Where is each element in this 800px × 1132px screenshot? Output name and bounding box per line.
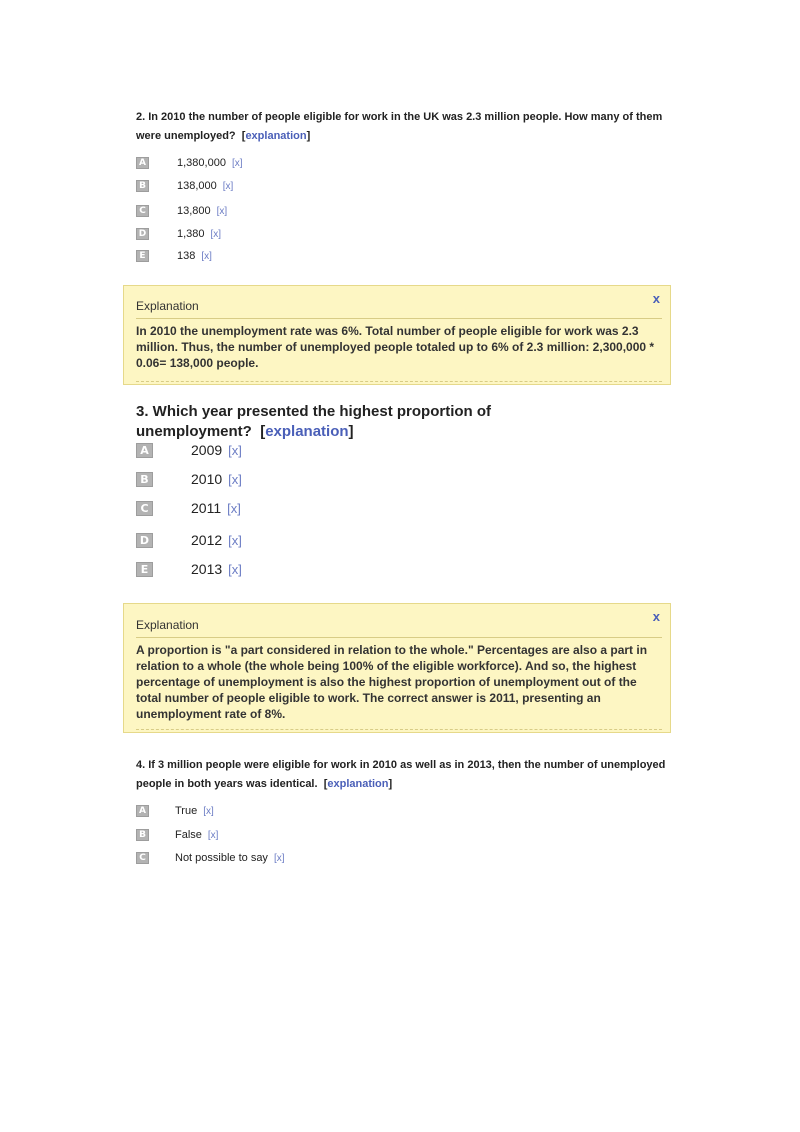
- eliminate-option-button[interactable]: [x]: [216, 205, 228, 217]
- eliminate-option-button[interactable]: [x]: [228, 471, 242, 487]
- option-letter-badge: B: [136, 829, 149, 841]
- question-4: [136, 756, 676, 864]
- option-label: Not possible to say: [175, 852, 268, 864]
- option-letter-badge: D: [136, 228, 149, 240]
- option-letter-badge: A: [136, 157, 149, 169]
- eliminate-option-button[interactable]: [x]: [273, 852, 285, 864]
- eliminate-option-button[interactable]: [x]: [228, 442, 242, 458]
- eliminate-option-button[interactable]: [x]: [222, 180, 234, 192]
- question-3-text: 3. Which year presented the highest proportion of unemployment? [explanation]: [136, 403, 492, 440]
- explanation-box-q3: [123, 603, 671, 733]
- option-q4-b[interactable]: [136, 829, 218, 841]
- option-label: 2013: [191, 561, 223, 577]
- option-letter-badge: E: [136, 250, 149, 262]
- explanation-box-q2: [123, 285, 671, 385]
- close-explanation-button[interactable]: x: [652, 291, 660, 306]
- eliminate-option-button[interactable]: [x]: [210, 228, 222, 240]
- explanation-divider: [136, 318, 662, 319]
- option-label: False: [175, 829, 202, 841]
- option-letter-badge: A: [136, 443, 153, 458]
- explanation-divider: [136, 637, 662, 638]
- option-q2-b[interactable]: [136, 180, 233, 192]
- option-label: 138: [177, 250, 196, 262]
- explanation-text: A proportion is "a part considered in relation to the whole." Percentages are also a part in relation to a whole (the whole being 100% of the eligible workforce). And so, the highest percentage of unemployment is also the highest proportion of unemployment out of the total number of people eligible to work. The correct answer is 2011, presenting an unemployment rate of 8%.: [136, 643, 648, 721]
- question-4-text: 4. If 3 million people were eligible for work in 2010 as well as in 2013, then the number of unemployed people in both years was identical. [explanation]: [136, 759, 666, 790]
- eliminate-option-button[interactable]: [x]: [203, 805, 214, 817]
- option-q2-c[interactable]: [136, 205, 227, 217]
- option-q2-e[interactable]: [136, 250, 212, 262]
- option-letter-badge: B: [136, 472, 153, 487]
- explanation-text: In 2010 the unemployment rate was 6%. Total number of people eligible for work was 2.3 million. Thus, the number of unemployed people totaled up to 6% of 2.3 million: 2,300,000 * 0.06= 138,000 people.: [136, 324, 655, 370]
- option-letter-badge: C: [136, 501, 153, 516]
- question-3: [136, 402, 696, 577]
- option-q3-e[interactable]: [136, 561, 242, 577]
- explanation-bottom-rule: [136, 729, 662, 730]
- option-q3-a[interactable]: [136, 442, 242, 458]
- eliminate-option-button[interactable]: [x]: [207, 829, 219, 841]
- option-label: True: [175, 805, 198, 817]
- option-letter-badge: D: [136, 533, 153, 548]
- option-label: 138,000: [177, 180, 217, 192]
- option-letter-badge: A: [136, 805, 149, 817]
- option-label: 13,800: [177, 205, 211, 217]
- option-label: 2009: [191, 442, 223, 458]
- explanation-bottom-rule: [136, 381, 662, 382]
- option-label: 2012: [191, 532, 223, 548]
- option-letter-badge: B: [136, 180, 149, 192]
- eliminate-option-button[interactable]: [x]: [227, 500, 241, 516]
- question-2: [136, 108, 676, 262]
- option-label: 1,380: [177, 228, 205, 240]
- question-2-text: 2. In 2010 the number of people eligible for work in the UK was 2.3 million people. How many of them were unemployed? [explanation]: [136, 111, 663, 142]
- eliminate-option-button[interactable]: [x]: [201, 250, 212, 262]
- option-q2-a[interactable]: [136, 157, 243, 169]
- explanation-link-q2[interactable]: explanation: [245, 130, 307, 142]
- close-explanation-button[interactable]: x: [652, 609, 660, 624]
- option-q4-a[interactable]: [136, 805, 214, 817]
- option-label: 2010: [191, 471, 223, 487]
- option-q3-c[interactable]: [136, 500, 241, 516]
- option-q2-d[interactable]: [136, 228, 221, 240]
- option-letter-badge: C: [136, 205, 149, 217]
- explanation-title: Explanation: [136, 618, 199, 632]
- option-label: 1,380,000: [177, 157, 226, 169]
- option-q3-b[interactable]: [136, 471, 242, 487]
- explanation-link-q3[interactable]: explanation: [265, 423, 349, 440]
- option-letter-badge: C: [136, 852, 149, 864]
- option-letter-badge: E: [136, 562, 153, 577]
- option-label: 2011: [191, 500, 222, 516]
- eliminate-option-button[interactable]: [x]: [228, 561, 242, 577]
- explanation-link-q4[interactable]: explanation: [327, 778, 389, 790]
- option-q3-d[interactable]: [136, 532, 242, 548]
- eliminate-option-button[interactable]: [x]: [231, 157, 243, 169]
- option-q4-c[interactable]: [136, 852, 285, 864]
- eliminate-option-button[interactable]: [x]: [228, 532, 242, 548]
- explanation-title: Explanation: [136, 299, 199, 313]
